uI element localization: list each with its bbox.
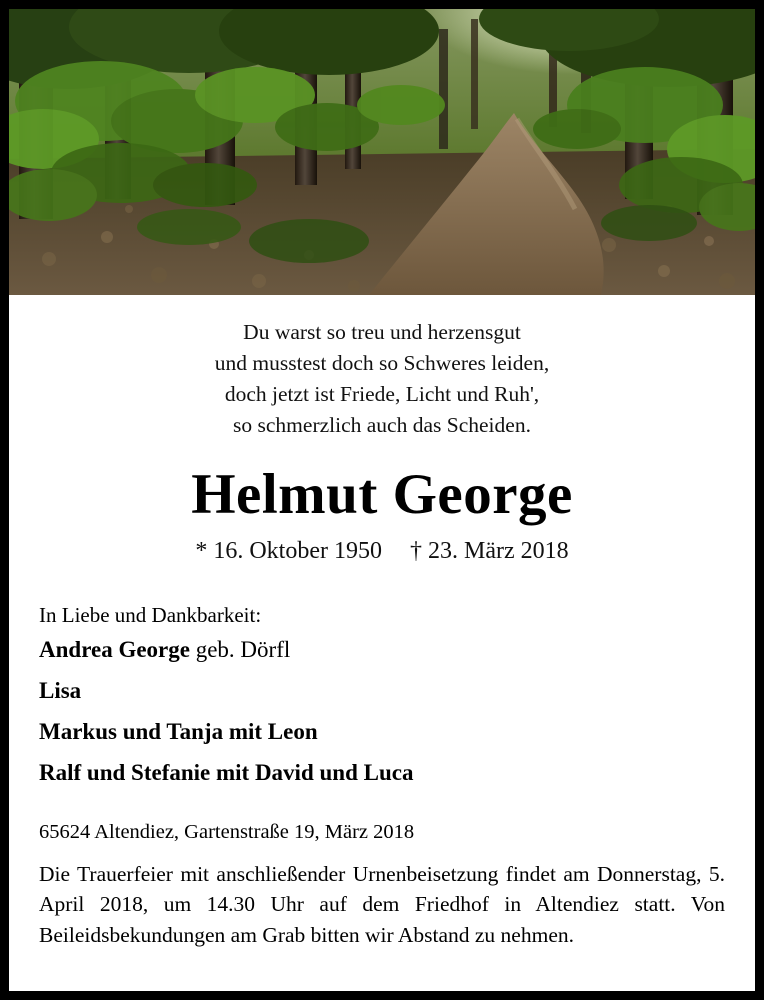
verse-line-4: so schmerzlich auch das Scheiden. [233, 412, 531, 437]
family-member [39, 630, 725, 671]
life-dates [9, 538, 755, 565]
family-member-name: Markus und Tanja mit Leon [39, 719, 318, 745]
family-member [39, 671, 725, 712]
address-line: 65624 Altendiez, Gartenstraße 19, März 2018 [39, 821, 415, 844]
family-member [39, 712, 725, 753]
verse-line-2: und musstest doch so Schweres leiden, [214, 350, 550, 375]
memorial-verse [9, 295, 755, 441]
family-member [39, 753, 725, 794]
death-date: 23. März 2018 [428, 538, 569, 565]
forest-path-photo [9, 9, 755, 295]
family-block [9, 601, 755, 794]
family-member-name: Andrea George [39, 637, 190, 663]
family-intro: In Liebe und Dankbarkeit: [39, 603, 262, 628]
birth-symbol: * [195, 538, 208, 565]
funeral-details: Die Trauerfeier mit anschließender Urnenbeisetzung findet am Donnerstag, 5. April 2018, um 14.30 Uhr auf dem Friedhof in Altendiez statt. Von Beileidsbekundungen am Grab bitten wir Abstand zu nehmen. [39, 861, 725, 947]
verse-line-1: Du warst so treu und herzensgut [243, 320, 521, 344]
death-symbol: † [410, 538, 422, 565]
verse-line-3: doch jetzt ist Friede, Licht und Ruh', [224, 381, 540, 406]
forest-path-illustration [9, 9, 755, 295]
birth-date: 16. Oktober 1950 [213, 538, 382, 565]
family-member-name: Lisa [39, 678, 82, 704]
family-member-suffix: geb. Dörfl [189, 637, 291, 663]
deceased-name: Helmut George [191, 462, 573, 526]
family-member-name: Ralf und Stefanie mit David und Luca [39, 760, 414, 786]
